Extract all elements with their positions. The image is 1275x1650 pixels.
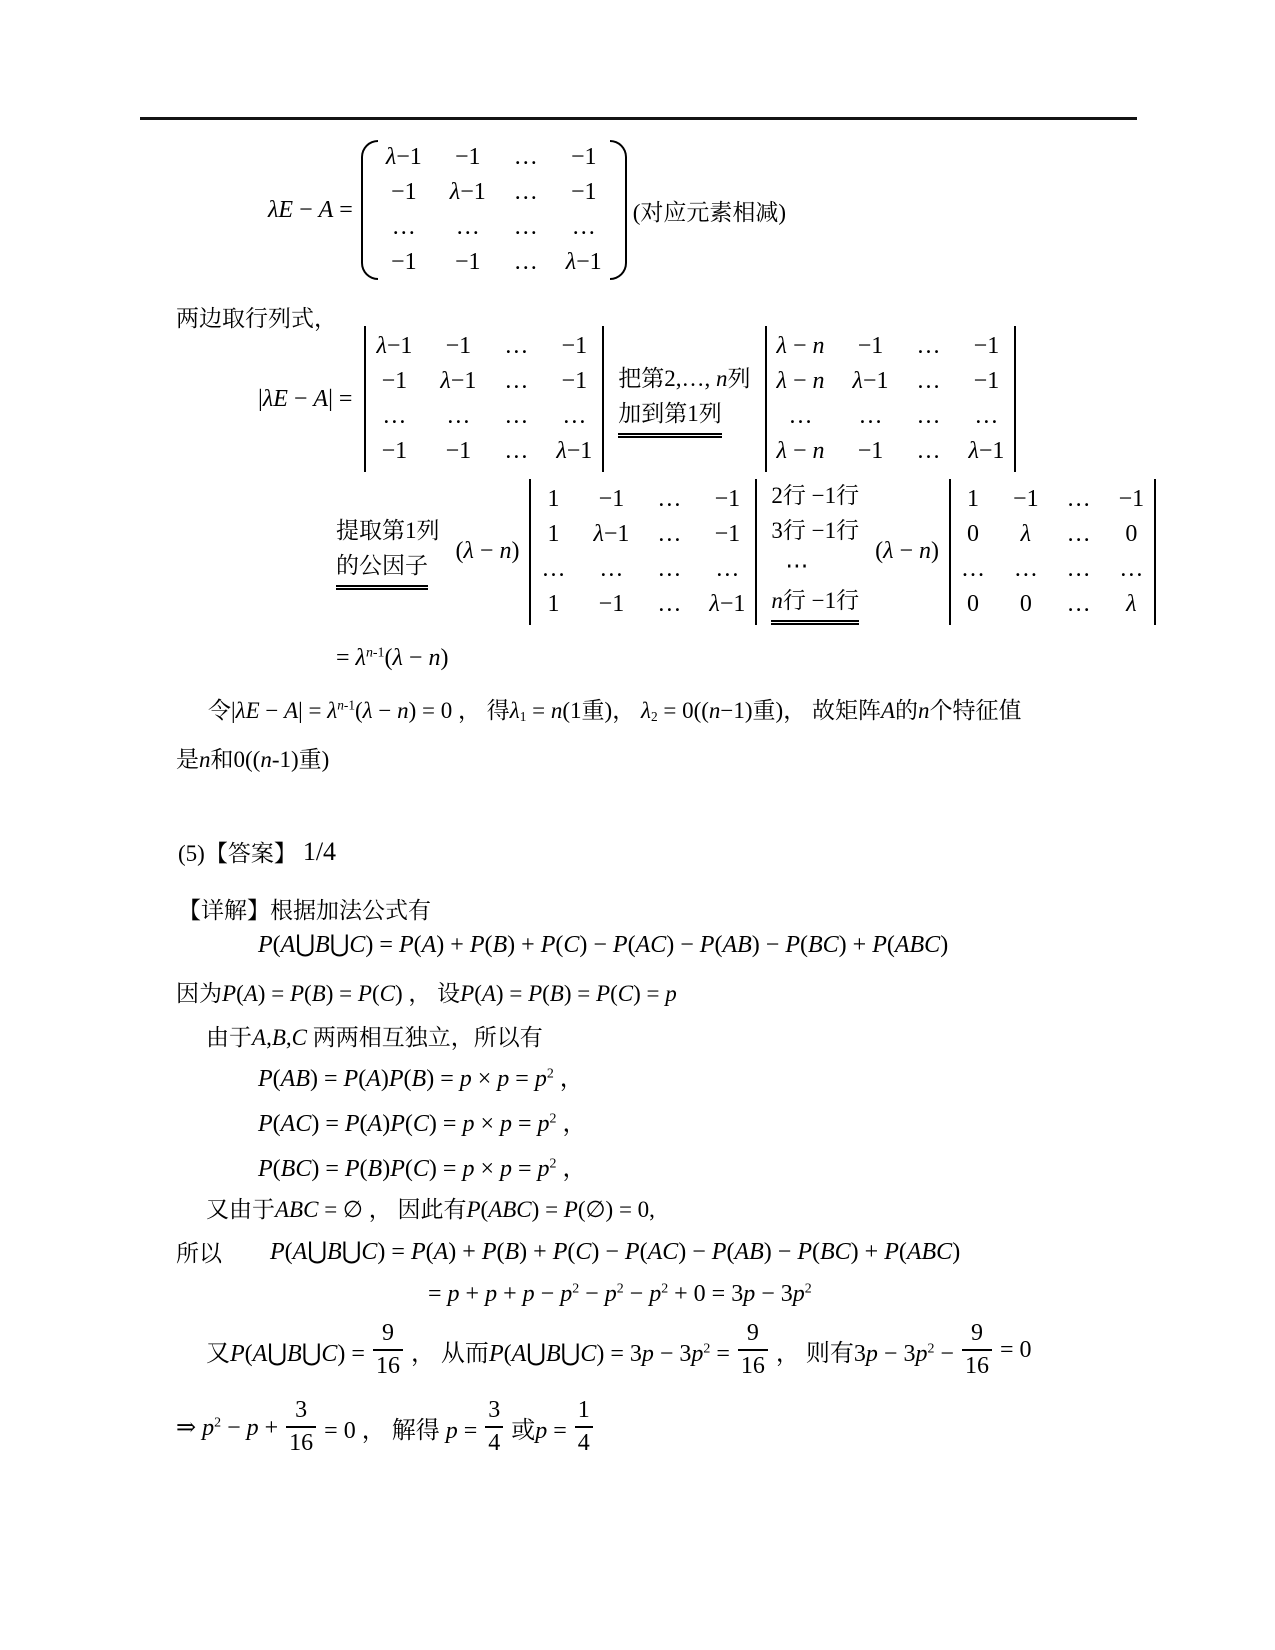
matrix-cell: …: [455, 214, 480, 240]
fraction-denominator: 4: [575, 1426, 593, 1459]
segment: 或p =: [511, 1417, 567, 1444]
matrix-cell: …: [916, 368, 941, 394]
matrix-cell: …: [513, 179, 538, 205]
matrix-cell: 0: [1125, 520, 1138, 547]
equation-determinant-step2: [336, 478, 1160, 625]
row-op-ellipsis: ⋯: [785, 553, 809, 578]
matrix-cell: −1: [445, 333, 472, 359]
matrix-cell: …: [1013, 555, 1038, 582]
therefore-formula: P(A⋃B⋃C) = P(A) + P(B) + P(C) − P(AC) − P(AB) − P(BC) + P(ABC): [270, 1239, 961, 1265]
annotation-row-operations: [771, 478, 859, 625]
line-eigenvalues-cont: 是n和0((n-1)重): [176, 747, 330, 772]
matrix-cell: …: [1066, 555, 1091, 582]
matrix-cell: λ: [1020, 520, 1032, 547]
fraction-numerator: 9: [381, 1320, 394, 1346]
matrix-cell: λ − n: [776, 438, 825, 464]
matrix-cell: …: [504, 333, 529, 359]
matrix-cell: λ−1: [968, 438, 1005, 464]
fraction-numerator: 9: [970, 1320, 983, 1346]
matrix-cell: −1: [857, 438, 884, 464]
eq1-lhs: λE − A =: [268, 196, 353, 223]
matrix-cell: −1: [714, 520, 741, 547]
matrix-cell: …: [391, 214, 416, 240]
matrix-cell: 1: [547, 485, 560, 512]
annotation-line-underlined: 的公因子: [336, 548, 428, 590]
matrix-cell: 0: [967, 590, 980, 617]
fraction-denominator: 16: [286, 1426, 316, 1459]
fraction-numerator: 3: [488, 1397, 501, 1423]
equation-matrix-definition: [268, 140, 786, 280]
matrix-cell: −1: [1013, 485, 1039, 512]
segment: ， 则有$3p - 3p^2$ −: [775, 1340, 954, 1367]
row-op: 2行 −1行: [771, 483, 860, 508]
matrix-cell: 0: [1019, 590, 1032, 617]
matrix-cell: λ − n: [776, 368, 825, 394]
equation-result: = $\lambda^{n-1}(\lambda - n)$: [336, 645, 449, 671]
matrix-cell: …: [916, 438, 941, 464]
matrix-cell: −1: [445, 438, 472, 464]
matrix-cell: −1: [973, 368, 1000, 394]
row-op: 3行 −1行: [771, 518, 860, 543]
eq2-lhs: |λE − A| =: [258, 385, 353, 412]
line-because: 因为P(A) = P(B) = P(C) ， 设P(A) = P(B) = P(C) = p: [176, 981, 677, 1006]
line-abc-empty: 又由于ABC = ∅ ， 因此有P(ABC) = P(∅) = 0,: [206, 1197, 655, 1222]
matrix-cell: 1: [547, 590, 560, 617]
matrix-cell: −1: [857, 333, 884, 359]
matrix-cell: …: [541, 555, 566, 582]
matrix-cell: 1: [967, 485, 980, 512]
determinant-3: [529, 479, 757, 625]
matrix-cell: …: [916, 403, 941, 429]
header-rule: [140, 117, 1137, 120]
matrix-cell: …: [715, 555, 740, 582]
segment: = 0: [999, 1336, 1032, 1363]
line-nine-sixteenths: [206, 1318, 1032, 1382]
matrix-cell: −1: [454, 144, 481, 170]
annotation-factor-out: [336, 513, 440, 590]
matrix-cell: λ−1: [376, 333, 413, 359]
matrix-cell: −1: [454, 249, 481, 275]
matrix-cell: …: [788, 403, 813, 429]
fraction: [286, 1395, 316, 1459]
fraction: [373, 1318, 403, 1382]
matrix-cell: −1: [1118, 485, 1145, 512]
fraction-denominator: 16: [373, 1349, 403, 1382]
matrix-cell: …: [599, 555, 624, 582]
fraction-denominator: 4: [485, 1426, 503, 1459]
fraction-denominator: 16: [962, 1349, 992, 1382]
matrix-cell: −1: [391, 249, 417, 275]
matrix-cell: λ−1: [449, 179, 486, 205]
answer-label: (5)【答案】: [178, 841, 297, 866]
matrix-cell: λ−1: [565, 249, 602, 275]
answer-5: [178, 835, 336, 868]
line-take-determinant: 两边取行列式，: [176, 306, 337, 331]
line-expansion: = $p + p + p - p^2 - p^2 - p^2 + 0 = 3p - 3p^2$: [428, 1281, 812, 1307]
segment: = 0 ， 解得 p =: [324, 1417, 478, 1444]
matrix-cell: −1: [561, 333, 588, 359]
matrix-cell: λ−1: [385, 144, 422, 170]
fraction-numerator: 9: [746, 1320, 759, 1346]
annotation-line: 把第2,…, n列: [618, 365, 751, 391]
matrix-cell: 1: [547, 520, 560, 547]
segment: 又P(A⋃B⋃C) =: [206, 1340, 365, 1367]
matrix-cell: …: [1119, 555, 1144, 582]
matrix-cell: λ−1: [709, 590, 746, 617]
fraction: [962, 1318, 992, 1382]
line-solution: [176, 1395, 601, 1459]
matrix-cell: …: [446, 403, 471, 429]
right-paren: [610, 140, 627, 280]
line-eigenvalues: 令$|\lambda E - A| = \lambda^{n-1}(\lambda - n) = 0$ ， 得$\lambda_1 = n(1$重)， $\lambda_2 = 0((n-1)$重)， 故矩阵A的n个特征值: [208, 697, 1022, 724]
matrix-cell: …: [1066, 590, 1091, 617]
fraction: [575, 1395, 593, 1459]
matrix-cell: …: [1066, 520, 1091, 547]
matrix-cell: λ − n: [776, 333, 825, 359]
matrix-cell: …: [657, 555, 682, 582]
matrix-cell: −1: [973, 333, 1000, 359]
matrix-cell: …: [504, 403, 529, 429]
matrix-cell: …: [562, 403, 587, 429]
matrix-cell: λ−1: [440, 368, 477, 394]
left-paren: [361, 140, 378, 280]
matrix-cell: …: [916, 333, 941, 359]
eq1-note: (对应元素相减): [632, 199, 787, 225]
annotation-add-columns: [618, 361, 750, 438]
detail-label: 【详解】根据加法公式有: [178, 898, 431, 923]
fraction-numerator: 3: [295, 1397, 308, 1423]
fraction-denominator: 16: [738, 1349, 768, 1382]
fraction: [485, 1395, 503, 1459]
formula-pbc: $P(BC) = P(B)P(C) = p \times p = p^2$ ，: [258, 1156, 587, 1182]
fraction-numerator: 1: [577, 1397, 590, 1423]
matrix-cell: λ−1: [593, 520, 630, 547]
matrix-cell: …: [513, 249, 538, 275]
matrix-cell: −1: [561, 368, 588, 394]
matrix-cell: …: [382, 403, 407, 429]
line-pairwise-independent: 由于A,B,C 两两相互独立，所以有: [206, 1025, 543, 1050]
matrix-cell: …: [504, 438, 529, 464]
matrix-cell: 0: [967, 520, 980, 547]
matrix-cell: …: [657, 590, 682, 617]
matrix-cell: …: [1066, 485, 1091, 512]
matrix-cell: …: [513, 214, 538, 240]
matrix-cell: −1: [570, 144, 597, 170]
matrix-lambda-e-minus-a: [386, 140, 602, 280]
matrix-cell: −1: [381, 438, 408, 464]
answer-value: 1/4: [302, 836, 337, 866]
matrix-cell: λ−1: [556, 438, 593, 464]
formula-pac: $P(AC) = P(A)P(C) = p \times p = p^2$ ，: [258, 1111, 587, 1137]
matrix-cell: −1: [598, 590, 625, 617]
matrix-cell: …: [657, 485, 682, 512]
fraction: [738, 1318, 768, 1382]
matrix-cell: …: [571, 214, 596, 240]
matrix-cell: −1: [570, 179, 597, 205]
annotation-line: 提取第1列: [336, 518, 440, 543]
line-therefore: [176, 1235, 960, 1268]
matrix-cell: −1: [714, 485, 741, 512]
matrix-cell: …: [513, 144, 538, 170]
determinant-4: [949, 479, 1156, 625]
equation-determinant-step1: [258, 326, 1020, 472]
therefore-label: 所以: [176, 1241, 222, 1266]
determinant-2: [765, 326, 1017, 472]
row-op-underlined: n行 −1行: [771, 583, 859, 625]
matrix-cell: λ−1: [852, 368, 889, 394]
segment: ， 从而P(A⋃B⋃C) = $3p - 3p^2$ =: [410, 1340, 730, 1367]
segment: ⇒ $p^2 - p$ +: [176, 1414, 279, 1441]
determinant-1: [364, 326, 604, 472]
matrix-cell: …: [961, 555, 986, 582]
matrix-cell: −1: [598, 485, 625, 512]
matrix-cell: …: [504, 368, 529, 394]
formula-union: P(A⋃B⋃C) = P(A) + P(B) + P(C) − P(AC) − P(AB) − P(BC) + P(ABC): [258, 932, 949, 958]
matrix-cell: …: [657, 520, 682, 547]
matrix-cell: …: [974, 403, 999, 429]
matrix-cell: λ: [1126, 590, 1137, 617]
factor-lambda-minus-n: (λ − n): [875, 538, 940, 564]
matrix-cell: −1: [391, 179, 417, 205]
annotation-line-underlined: 加到第1列: [618, 396, 722, 438]
matrix-cell: −1: [381, 368, 408, 394]
formula-pab: $P(AB) = P(A)P(B) = p \times p = p^2$ ，: [258, 1066, 584, 1092]
matrix-cell: …: [858, 403, 883, 429]
factor-lambda-minus-n: (λ − n): [455, 538, 520, 564]
